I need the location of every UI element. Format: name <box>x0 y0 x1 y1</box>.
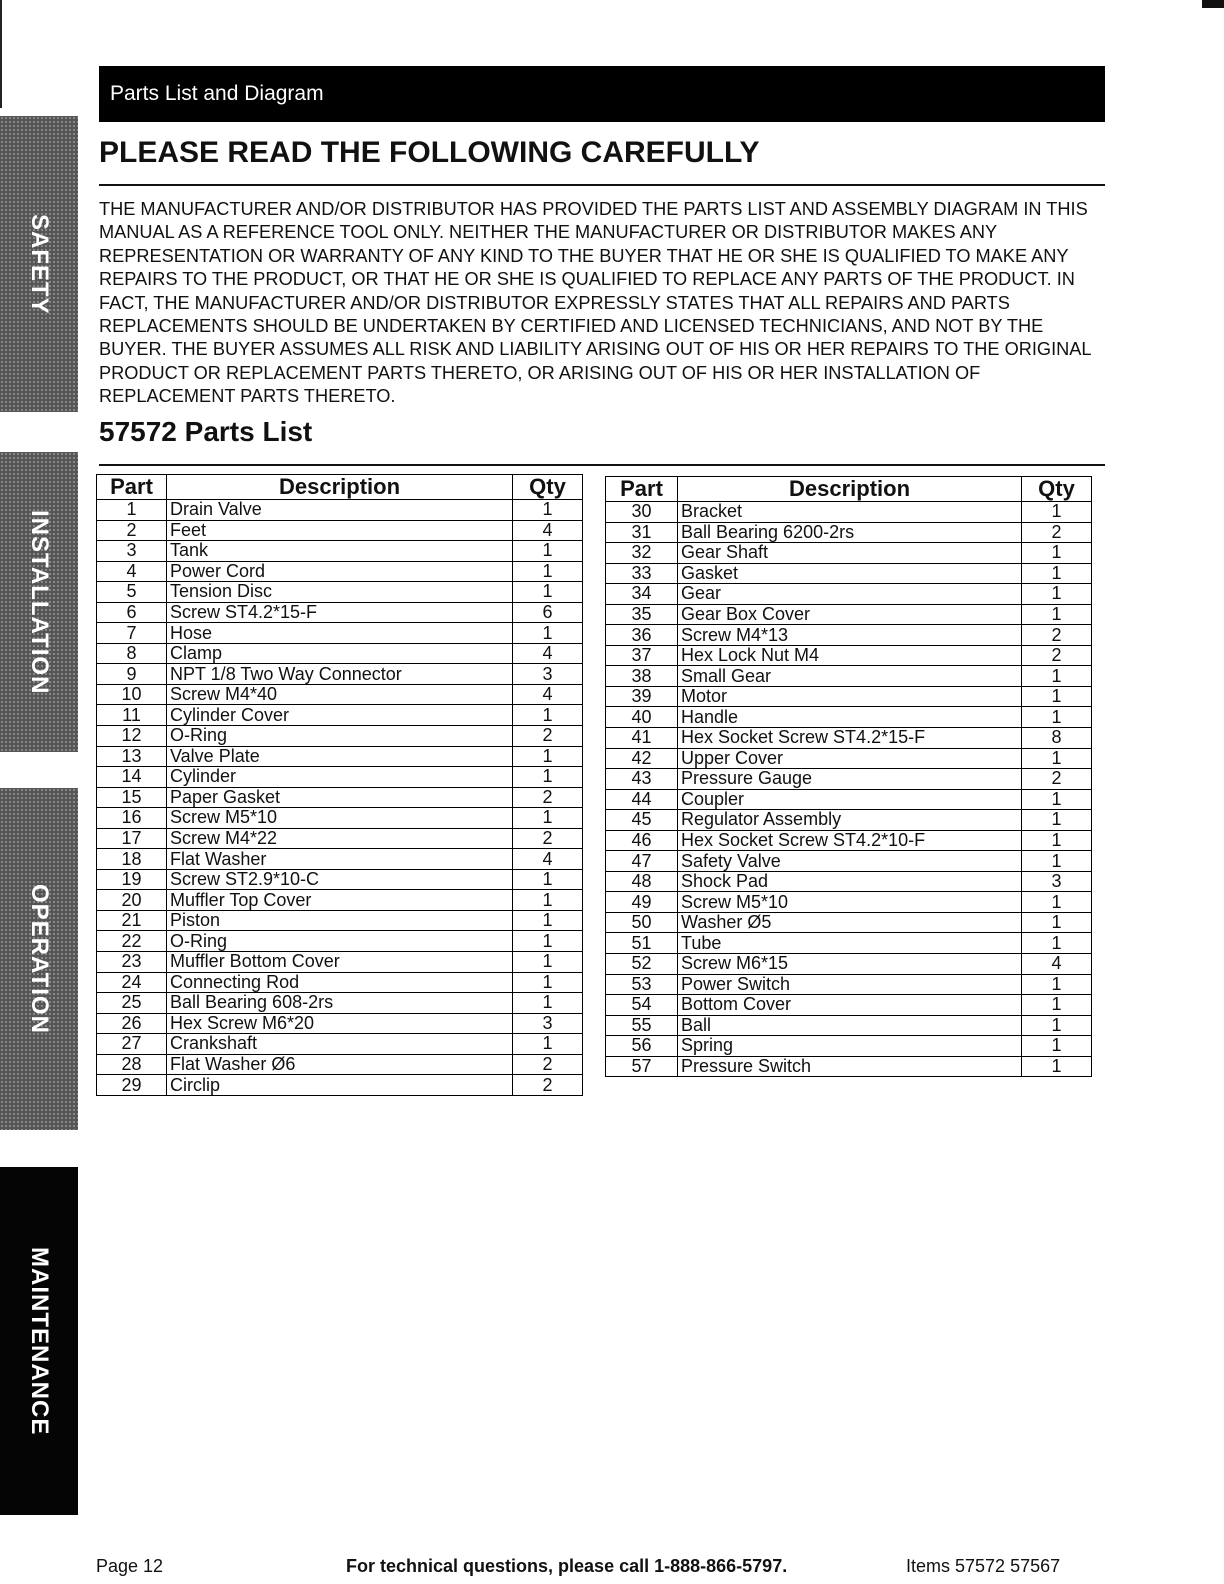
cell-part: 3 <box>97 541 167 562</box>
cell-description: Circlip <box>167 1075 513 1096</box>
cell-part: 28 <box>97 1054 167 1075</box>
cell-qty: 3 <box>1022 871 1092 892</box>
cell-qty: 2 <box>1022 522 1092 543</box>
cell-description: Washer Ø5 <box>678 912 1022 933</box>
cell-description: Upper Cover <box>678 748 1022 769</box>
table-row <box>606 912 1092 933</box>
cell-description: Hex Lock Nut M4 <box>678 645 1022 666</box>
cell-part: 9 <box>97 664 167 685</box>
cell-description: Ball Bearing 6200-2rs <box>678 522 1022 543</box>
cell-part: 18 <box>97 849 167 870</box>
side-tab-label: SAFETY <box>26 213 53 315</box>
table-row <box>97 582 583 603</box>
side-tab-operation[interactable] <box>0 788 78 1130</box>
table-row <box>606 728 1092 749</box>
table-row <box>97 541 583 562</box>
cell-qty: 1 <box>513 582 583 603</box>
cell-description: Piston <box>167 910 513 931</box>
cell-part: 7 <box>97 623 167 644</box>
cell-part: 1 <box>97 500 167 521</box>
table-row <box>606 810 1092 831</box>
cell-part: 21 <box>97 910 167 931</box>
column-header-description: Description <box>167 475 513 500</box>
cell-part: 13 <box>97 746 167 767</box>
cell-part: 57 <box>606 1056 678 1077</box>
cell-description: Feet <box>167 520 513 541</box>
table-row <box>606 625 1092 646</box>
cell-part: 52 <box>606 954 678 975</box>
cell-description: Gear Shaft <box>678 543 1022 564</box>
cell-description: Power Switch <box>678 974 1022 995</box>
cell-part: 50 <box>606 912 678 933</box>
parts-divider <box>99 464 1105 466</box>
cell-description: Bracket <box>678 502 1022 523</box>
cell-part: 54 <box>606 995 678 1016</box>
cell-part: 11 <box>97 705 167 726</box>
table-header-row <box>606 477 1092 502</box>
cell-part: 43 <box>606 769 678 790</box>
cell-part: 4 <box>97 561 167 582</box>
cell-qty: 1 <box>513 993 583 1014</box>
cell-qty: 1 <box>513 541 583 562</box>
cell-part: 41 <box>606 728 678 749</box>
cell-description: Pressure Switch <box>678 1056 1022 1077</box>
footer-item-numbers: Items 57572 57567 <box>906 1556 1061 1576</box>
parts-table-left <box>96 474 583 1096</box>
side-tab-safety[interactable] <box>0 116 78 412</box>
side-tab-installation[interactable] <box>0 452 78 752</box>
table-row <box>606 563 1092 584</box>
cell-description: Clamp <box>167 643 513 664</box>
cell-description: Paper Gasket <box>167 787 513 808</box>
table-row <box>606 871 1092 892</box>
parts-list-title: 57572 Parts List <box>99 416 313 447</box>
cell-qty: 1 <box>513 705 583 726</box>
cell-qty: 4 <box>513 643 583 664</box>
cell-qty: 1 <box>1022 892 1092 913</box>
cell-qty: 1 <box>1022 707 1092 728</box>
cell-qty: 2 <box>1022 645 1092 666</box>
cell-part: 33 <box>606 563 678 584</box>
cell-qty: 1 <box>1022 1015 1092 1036</box>
cell-description: Cylinder Cover <box>167 705 513 726</box>
cell-qty: 1 <box>1022 686 1092 707</box>
column-header-description: Description <box>678 477 1022 502</box>
cell-part: 55 <box>606 1015 678 1036</box>
cell-part: 19 <box>97 869 167 890</box>
cell-qty: 2 <box>1022 625 1092 646</box>
cell-description: Hex Socket Screw ST4.2*10-F <box>678 830 1022 851</box>
cell-qty: 3 <box>513 664 583 685</box>
cell-part: 34 <box>606 584 678 605</box>
table-row <box>97 623 583 644</box>
cell-description: Ball <box>678 1015 1022 1036</box>
table-row <box>97 869 583 890</box>
cell-qty: 2 <box>1022 769 1092 790</box>
cell-qty: 1 <box>1022 810 1092 831</box>
cell-qty: 1 <box>513 500 583 521</box>
cell-qty: 2 <box>513 1054 583 1075</box>
table-row <box>97 849 583 870</box>
cell-description: Gear Box Cover <box>678 604 1022 625</box>
cell-description: NPT 1/8 Two Way Connector <box>167 664 513 685</box>
table-row <box>97 705 583 726</box>
cell-part: 44 <box>606 789 678 810</box>
cell-part: 51 <box>606 933 678 954</box>
table-row <box>606 666 1092 687</box>
cell-description: Screw M5*10 <box>678 892 1022 913</box>
cell-qty: 1 <box>513 767 583 788</box>
footer-support-phone: For technical questions, please call 1-888-866-5797. <box>346 1556 788 1576</box>
table-row <box>97 952 583 973</box>
cell-qty: 1 <box>1022 912 1092 933</box>
table-row <box>606 954 1092 975</box>
cell-description: Cylinder <box>167 767 513 788</box>
disclaimer-text: THE MANUFACTURER AND/OR DISTRIBUTOR HAS PROVIDED THE PARTS LIST AND ASSEMBLY DIAGRAM IN THIS MANUAL AS A REFERENCE TOOL ONLY. NEITHER THE MANUFACTURER OR DISTRIBUTOR MAKES ANY REPRESENTATION OR WARRANTY OF ANY KIND TO THE BUYER THAT HE OR SHE IS QUALIFIED TO MAKE ANY REPAIRS TO THE PRODUCT, OR THAT HE OR SHE IS QUALIFIED TO REPLACE ANY PARTS OF THE PRODUCT. IN FACT, THE MANUFACTURER AND/OR DISTRIBUTOR EXPRESSLY STATES THAT ALL REPAIRS AND PARTS REPLACEMENTS SHOULD BE UNDERTAKEN BY CERTIFIED AND LICENSED TECHNICIANS, AND NOT BY THE BUYER. THE BUYER ASSUMES ALL RISK AND LIABILITY ARISING OUT OF HIS OR HER REPAIRS TO THE ORIGINAL PRODUCT OR REPLACEMENT PARTS THERETO, OR ARISING OUT OF HIS OR HER INSTALLATION OF REPLACEMENT PARTS THERETO. <box>99 199 1091 407</box>
cell-qty: 1 <box>513 1034 583 1055</box>
column-header-qty: Qty <box>1022 477 1092 502</box>
table-row <box>606 1036 1092 1057</box>
cell-qty: 1 <box>1022 563 1092 584</box>
cell-description: Tension Disc <box>167 582 513 603</box>
table-row <box>97 684 583 705</box>
table-row <box>97 972 583 993</box>
cell-qty: 1 <box>1022 974 1092 995</box>
table-row <box>97 520 583 541</box>
cell-qty: 1 <box>513 972 583 993</box>
cell-part: 36 <box>606 625 678 646</box>
cell-qty: 4 <box>513 849 583 870</box>
cell-description: Bottom Cover <box>678 995 1022 1016</box>
cell-part: 56 <box>606 1036 678 1057</box>
cell-qty: 1 <box>513 910 583 931</box>
cell-part: 20 <box>97 890 167 911</box>
cell-part: 24 <box>97 972 167 993</box>
cell-description: O-Ring <box>167 931 513 952</box>
cell-description: Safety Valve <box>678 851 1022 872</box>
cell-part: 38 <box>606 666 678 687</box>
page-edge-line <box>0 0 2 108</box>
table-row <box>97 787 583 808</box>
cell-description: Pressure Gauge <box>678 769 1022 790</box>
table-row <box>97 767 583 788</box>
cell-description: Shock Pad <box>678 871 1022 892</box>
cell-part: 40 <box>606 707 678 728</box>
cell-description: Drain Valve <box>167 500 513 521</box>
cell-part: 22 <box>97 931 167 952</box>
cell-qty: 2 <box>513 1075 583 1096</box>
table-row <box>606 543 1092 564</box>
cell-qty: 1 <box>1022 933 1092 954</box>
table-row <box>97 1075 583 1096</box>
cell-description: Flat Washer <box>167 849 513 870</box>
cell-description: Screw M6*15 <box>678 954 1022 975</box>
cell-qty: 4 <box>513 684 583 705</box>
parts-table-right <box>605 476 1092 1077</box>
cell-qty: 8 <box>1022 728 1092 749</box>
cell-description: Hex Socket Screw ST4.2*15-F <box>678 728 1022 749</box>
table-row <box>97 726 583 747</box>
cell-description: Screw ST4.2*15-F <box>167 602 513 623</box>
cell-description: Screw ST2.9*10-C <box>167 869 513 890</box>
table-row <box>97 643 583 664</box>
cell-part: 35 <box>606 604 678 625</box>
cell-description: Ball Bearing 608-2rs <box>167 993 513 1014</box>
cell-part: 25 <box>97 993 167 1014</box>
cell-part: 2 <box>97 520 167 541</box>
cell-part: 26 <box>97 1013 167 1034</box>
cell-qty: 1 <box>513 890 583 911</box>
cell-part: 32 <box>606 543 678 564</box>
cell-qty: 2 <box>513 828 583 849</box>
cell-description: Screw M4*22 <box>167 828 513 849</box>
cell-part: 5 <box>97 582 167 603</box>
table-row <box>606 748 1092 769</box>
cell-description: Coupler <box>678 789 1022 810</box>
cell-qty: 1 <box>513 746 583 767</box>
side-tab-label: OPERATION <box>26 884 53 1034</box>
cell-part: 37 <box>606 645 678 666</box>
cell-qty: 6 <box>513 602 583 623</box>
cell-qty: 1 <box>513 869 583 890</box>
column-header-qty: Qty <box>513 475 583 500</box>
cell-description: Muffler Bottom Cover <box>167 952 513 973</box>
cell-part: 48 <box>606 871 678 892</box>
cell-description: Crankshaft <box>167 1034 513 1055</box>
cell-description: Screw M4*40 <box>167 684 513 705</box>
cell-qty: 3 <box>513 1013 583 1034</box>
cell-part: 16 <box>97 808 167 829</box>
cell-qty: 1 <box>1022 995 1092 1016</box>
table-row <box>97 890 583 911</box>
cell-description: Hex Screw M6*20 <box>167 1013 513 1034</box>
table-row <box>606 995 1092 1016</box>
table-row <box>97 931 583 952</box>
cell-part: 10 <box>97 684 167 705</box>
cell-description: Gear <box>678 584 1022 605</box>
cell-qty: 1 <box>1022 1036 1092 1057</box>
cell-part: 39 <box>606 686 678 707</box>
table-row <box>97 664 583 685</box>
table-row <box>97 602 583 623</box>
table-row <box>97 500 583 521</box>
cell-description: Tank <box>167 541 513 562</box>
table-row <box>606 604 1092 625</box>
cell-qty: 1 <box>513 952 583 973</box>
table-row <box>97 561 583 582</box>
cell-description: Hose <box>167 623 513 644</box>
cell-description: Tube <box>678 933 1022 954</box>
cell-qty: 4 <box>1022 954 1092 975</box>
cell-part: 30 <box>606 502 678 523</box>
cell-qty: 1 <box>1022 502 1092 523</box>
table-row <box>606 584 1092 605</box>
side-tab-label: INSTALLATION <box>26 509 53 695</box>
cell-qty: 1 <box>513 561 583 582</box>
cell-part: 45 <box>606 810 678 831</box>
section-title: Parts List and Diagram <box>110 82 324 105</box>
table-row <box>97 910 583 931</box>
table-row <box>97 993 583 1014</box>
table-row <box>606 707 1092 728</box>
cell-qty: 2 <box>513 787 583 808</box>
cell-qty: 1 <box>1022 666 1092 687</box>
cell-part: 53 <box>606 974 678 995</box>
table-row <box>606 830 1092 851</box>
cell-qty: 1 <box>513 623 583 644</box>
table-row <box>606 1056 1092 1077</box>
cell-qty: 1 <box>1022 789 1092 810</box>
cell-description: Screw M5*10 <box>167 808 513 829</box>
corner-mark <box>1202 0 1224 8</box>
table-row <box>606 769 1092 790</box>
cell-part: 31 <box>606 522 678 543</box>
table-row <box>97 746 583 767</box>
cell-description: Small Gear <box>678 666 1022 687</box>
side-tab-maintenance[interactable] <box>0 1167 78 1515</box>
table-row <box>97 808 583 829</box>
cell-qty: 2 <box>513 726 583 747</box>
cell-qty: 1 <box>1022 1056 1092 1077</box>
cell-part: 23 <box>97 952 167 973</box>
cell-description: Handle <box>678 707 1022 728</box>
cell-description: Muffler Top Cover <box>167 890 513 911</box>
table-row <box>606 522 1092 543</box>
cell-description: Motor <box>678 686 1022 707</box>
footer-page-number: Page 12 <box>96 1556 164 1576</box>
cell-part: 42 <box>606 748 678 769</box>
cell-part: 12 <box>97 726 167 747</box>
table-row <box>606 1015 1092 1036</box>
section-header-bar <box>99 66 1105 122</box>
cell-part: 6 <box>97 602 167 623</box>
cell-description: Spring <box>678 1036 1022 1057</box>
cell-qty: 1 <box>1022 584 1092 605</box>
cell-qty: 1 <box>1022 748 1092 769</box>
table-row <box>97 1013 583 1034</box>
cell-qty: 1 <box>1022 543 1092 564</box>
cell-description: Gasket <box>678 563 1022 584</box>
table-row <box>606 851 1092 872</box>
cell-part: 47 <box>606 851 678 872</box>
table-row <box>606 645 1092 666</box>
heading-divider <box>99 184 1105 186</box>
cell-description: Screw M4*13 <box>678 625 1022 646</box>
cell-qty: 1 <box>1022 830 1092 851</box>
cell-description: Power Cord <box>167 561 513 582</box>
cell-part: 29 <box>97 1075 167 1096</box>
side-tab-label: MAINTENANCE <box>26 1246 53 1436</box>
table-row <box>97 1054 583 1075</box>
table-row <box>606 892 1092 913</box>
cell-qty: 1 <box>513 808 583 829</box>
cell-qty: 1 <box>513 931 583 952</box>
column-header-part: Part <box>606 477 678 502</box>
cell-qty: 4 <box>513 520 583 541</box>
cell-part: 49 <box>606 892 678 913</box>
table-row <box>606 502 1092 523</box>
table-row <box>606 789 1092 810</box>
cell-description: Flat Washer Ø6 <box>167 1054 513 1075</box>
cell-part: 15 <box>97 787 167 808</box>
table-row <box>97 828 583 849</box>
cell-part: 46 <box>606 830 678 851</box>
cell-qty: 1 <box>1022 851 1092 872</box>
page-title: PLEASE READ THE FOLLOWING CAREFULLY <box>99 136 760 169</box>
cell-description: Valve Plate <box>167 746 513 767</box>
column-header-part: Part <box>97 475 167 500</box>
table-row <box>606 933 1092 954</box>
cell-part: 27 <box>97 1034 167 1055</box>
cell-part: 8 <box>97 643 167 664</box>
table-header-row <box>97 475 583 500</box>
table-row <box>606 686 1092 707</box>
cell-qty: 1 <box>1022 604 1092 625</box>
cell-description: Regulator Assembly <box>678 810 1022 831</box>
cell-part: 17 <box>97 828 167 849</box>
table-row <box>606 974 1092 995</box>
cell-description: O-Ring <box>167 726 513 747</box>
cell-description: Connecting Rod <box>167 972 513 993</box>
cell-part: 14 <box>97 767 167 788</box>
table-row <box>97 1034 583 1055</box>
